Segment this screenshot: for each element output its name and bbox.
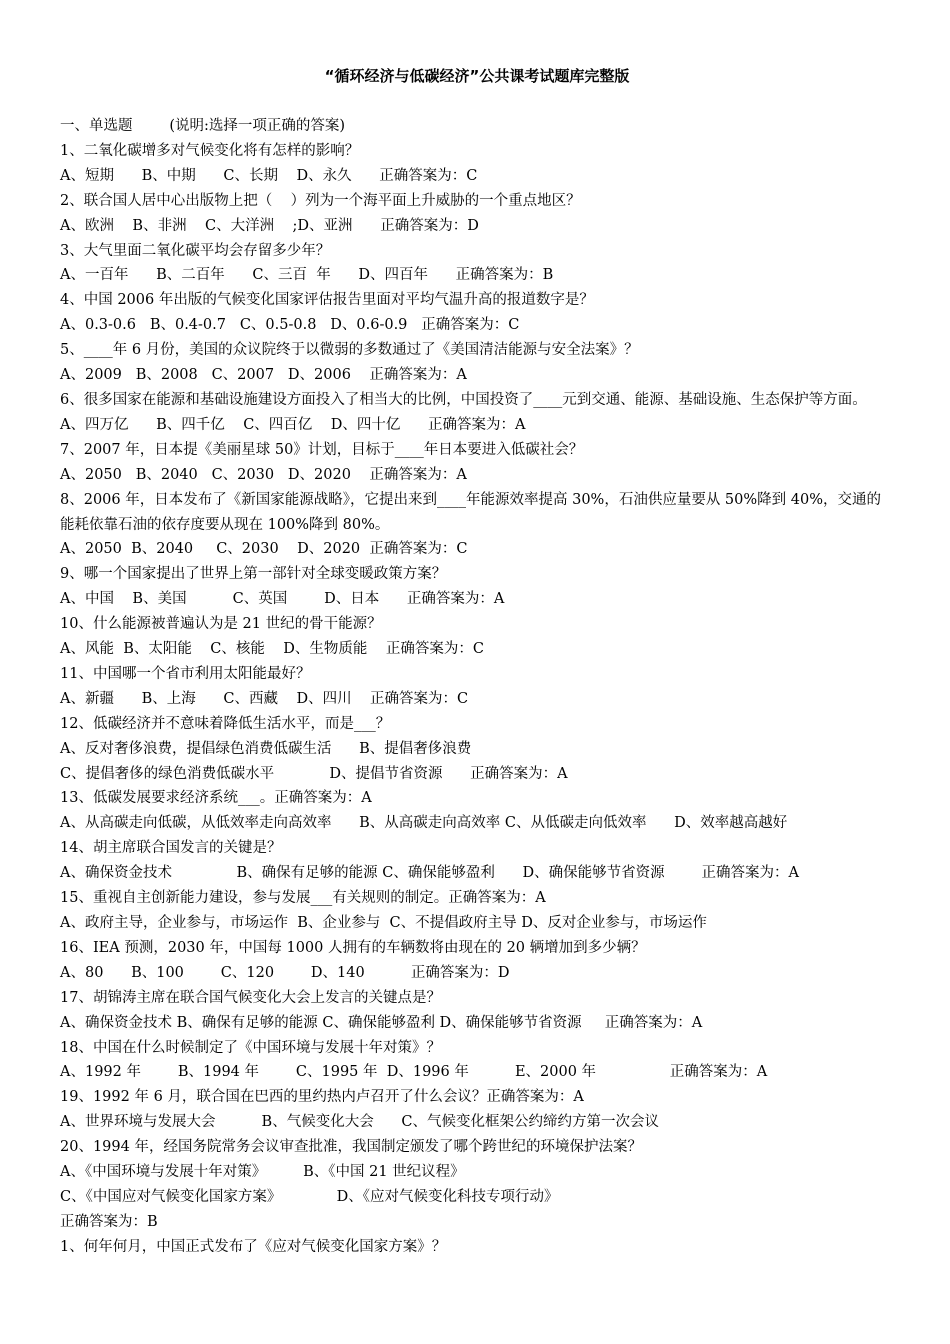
question-line: 13、低碳发展要求经济系统___。正确答案为：A <box>60 790 372 807</box>
answer-options-line: A、从高碳走向低碳，从低效率走向高效率 B、从高碳走向高效率 C、从低碳走向低效率 D、效率越高越好 <box>60 815 788 832</box>
answer-options-line: A、2050 B、2040 C、2030 D、2020 正确答案为：C <box>60 541 468 558</box>
question-line: 11、中国哪一个省市利用太阳能最好？ <box>60 665 311 682</box>
answer-options-line: A、0.3-0.6 B、0.4-0.7 C、0.5-0.8 D、0.6-0.9 正确答案为：C <box>60 317 520 334</box>
question-line: 3、大气里面二氧化碳平均会存留多少年？ <box>60 242 331 259</box>
question-line: 16、IEA 预测，2030 年，中国每 1000 人拥有的车辆数将由现在的 20 辆增加到多少辆？ <box>60 939 646 956</box>
question-line: 9、哪一个国家提出了世界上第一部针对全球变暖政策方案？ <box>60 566 447 583</box>
question-line: 8、2006 年，日本发布了《新国家能源战略》，它提出来到____年能源效率提高 30%，石油供应量要从 50%降到 40%，交通的能耗依靠石油的依存度要从现在 100%降到 80%。 <box>60 491 881 533</box>
question-list <box>60 139 894 1260</box>
answer-options-line: A、确保资金技术 B、确保有足够的能源 C、确保能够盈利 D、确保能够节省资源 正确答案为：A <box>60 865 799 882</box>
question-line: 10、什么能源被普遍认为是 21 世纪的骨干能源？ <box>60 616 382 633</box>
answer-options-line: A、反对奢侈浪费，提倡绿色消费低碳生活 B、提倡奢侈浪费 <box>60 740 472 757</box>
answer-options-line: 正确答案为：B <box>60 1213 158 1230</box>
answer-options-line: A、80 B、100 C、120 D、140 正确答案为：D <box>60 964 510 981</box>
answer-options-line: A、一百年 B、二百年 C、三百 年 D、四百年 正确答案为：B <box>60 267 554 284</box>
answer-options-line: A、确保资金技术 B、确保有足够的能源 C、确保能够盈利 D、确保能够节省资源 正确答案为：A <box>60 1014 703 1031</box>
question-line: 4、中国 2006 年出版的气候变化国家评估报告里面对平均气温升高的报道数字是？ <box>60 292 594 309</box>
answer-options-line: A、新疆 B、上海 C、西藏 D、四川 正确答案为：C <box>60 690 469 707</box>
question-line: 12、低碳经济并不意味着降低生活水平，而是___？ <box>60 715 391 732</box>
question-line: 1、何年何月，中国正式发布了《应对气候变化国家方案》？ <box>60 1238 447 1255</box>
answer-options-line: A、短期 B、中期 C、长期 D、永久 正确答案为：C <box>60 167 478 184</box>
answer-options-line: A、2009 B、2008 C、2007 D、2006 正确答案为：A <box>60 367 467 384</box>
answer-options-line: A、四万亿 B、四千亿 C、四百亿 D、四十亿 正确答案为：A <box>60 416 526 433</box>
answer-options-line: A、1992 年 B、1994 年 C、1995 年 D、1996 年 E、2000 年 正确答案为：A <box>60 1064 768 1081</box>
document-title: “循环经济与低碳经济”公共课考试题库完整版 <box>324 67 630 85</box>
question-line: 2、联合国人居中心出版物上把（ ）列为一个海平面上升威胁的一个重点地区？ <box>60 192 581 209</box>
answer-options-line: A、世界环境与发展大会 B、气候变化大会 C、气候变化框架公约缔约方第一次会议 <box>60 1114 659 1131</box>
answer-options-line: A、欧洲 B、非洲 C、大洋洲 ;D、亚洲 正确答案为：D <box>60 217 479 234</box>
question-line: 7、2007 年，日本提《美丽星球 50》计划，目标于____年日本要进入低碳社会？ <box>60 441 584 458</box>
answer-options-line: A、2050 B、2040 C、2030 D、2020 正确答案为：A <box>60 466 467 483</box>
answer-options-line: A、中国 B、美国 C、英国 D、日本 正确答案为：A <box>60 591 505 608</box>
answer-options-line: A、政府主导，企业参与，市场运作 B、企业参与 C、不提倡政府主导 D、反对企业参与，市场运作 <box>60 915 707 931</box>
question-line: 20、1994 年，经国务院常务会议审查批准，我国制定颁发了哪个跨世纪的环境保护法案？ <box>60 1139 642 1156</box>
answer-options-line: C、《中国应对气候变化国家方案》 D、《应对气候变化科技专项行动》 <box>60 1188 559 1205</box>
answer-options-line: C、提倡奢侈的绿色消费低碳水平 D、提倡节省资源 正确答案为：A <box>60 765 568 782</box>
question-line: 1、二氧化碳增多对气候变化将有怎样的影响？ <box>60 142 360 159</box>
question-line: 15、重视自主创新能力建设，参与发展___有关规则的制定。正确答案为：A <box>60 890 546 907</box>
question-line: 19、1992 年 6 月，联合国在巴西的里约热内卢召开了什么会议？正确答案为：A <box>60 1089 584 1106</box>
answer-options-line: A、《中国环境与发展十年对策》 B、《中国 21 世纪议程》 <box>60 1164 465 1181</box>
question-line: 17、胡锦涛主席在联合国气候变化大会上发言的关键点是？ <box>60 989 441 1006</box>
answer-options-line: A、风能 B、太阳能 C、核能 D、生物质能 正确答案为：C <box>60 641 484 658</box>
question-line: 14、胡主席联合国发言的关键是？ <box>60 840 282 857</box>
question-line: 5、____年 6 月份，美国的众议院终于以微弱的多数通过了《美国清洁能源与安全法案》？ <box>60 342 639 359</box>
question-line: 6、很多国家在能源和基础设施建设方面投入了相当大的比例，中国投资了____元到交通、能源、基础设施、生态保护等方面。 <box>60 391 867 408</box>
question-line: 18、中国在什么时候制定了《中国环境与发展十年对策》？ <box>60 1039 441 1056</box>
section-heading: 一、单选题 (说明:选择一项正确的答案) <box>60 118 346 134</box>
